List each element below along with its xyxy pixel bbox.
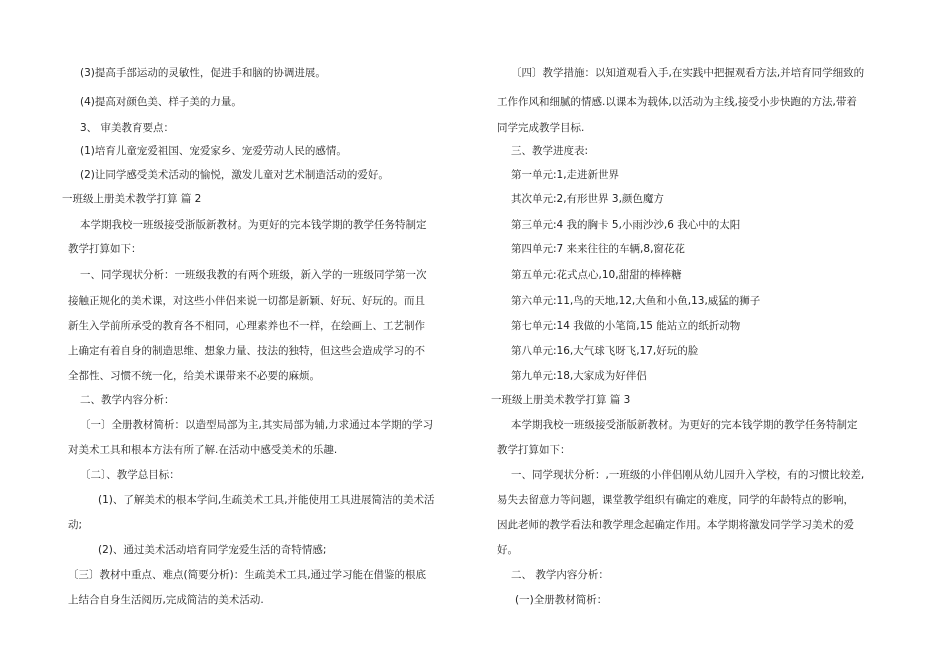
paragraph: 因此老师的教学看法和教学理念起确定作用。本学期将激发同学学习美术的爱 [497,519,854,531]
section-heading: 3、 审美教育要点： [80,122,175,134]
schedule-item: 第六单元:11,鸟的天地,12,大鱼和小鱼,13,威猛的狮子 [511,295,761,307]
paragraph: 上结合自身生活阅历,完成简洁的美术活动. [68,594,264,606]
paragraph: 工作作风和细腻的情感.以课本为载体,以活动为主线,接受小步快跑的方法,带着 [497,96,857,108]
paragraph: 〔三〕教材中重点、难点(简要分析)：生疏美术工具,通过学习能在借鉴的根底 [68,569,427,581]
section-heading: 二、 教学内容分析： [511,569,609,581]
paragraph: (1)、了解美术的根本学问,生疏美术工具,并能使用工具进展简洁的美术活 [98,494,435,506]
article-title: 一班级上册美术教学打算 篇 3 [491,394,631,406]
schedule-item: 第五单元:花式点心,10,甜甜的棒棒糖 [511,269,682,281]
schedule-item: 第七单元:14 我做的小笔筒,15 能站立的纸折动物 [511,320,741,332]
schedule-item: 第八单元:16,大气球飞呀飞,17,好玩的脸 [511,345,699,357]
schedule-item: 第四单元:7 来来往往的车辆,8,窗花花 [511,243,685,255]
paragraph: 上确定有着自身的制造思维、想象力量、技法的独特，但这些会造成学习的不 [68,345,425,357]
paragraph: (4)提高对颜色美、样子美的力量。 [80,96,242,108]
paragraph: 动; [68,519,83,531]
paragraph: 全都性、习惯不统一化，给美术课带来不必要的麻烦。 [68,370,320,382]
paragraph: (一)全册教材简析： [515,594,608,606]
paragraph: (1)培育儿童宠爱祖国、宠爱家乡、宠爱劳动人民的感情。 [80,145,347,157]
paragraph: 好。 [497,544,518,556]
paragraph: 对美术工具和根本方法有所了解.在活动中感受美术的乐趣. [68,444,338,456]
paragraph: 一、同学现状分析：一班级我教的有两个班级，新入学的一班级同学第一次 [80,269,427,281]
paragraph: 教学打算如下： [68,243,142,255]
paragraph: 新生入学前所承受的教育各不相同，心理素养也不一样，在绘画上、工艺制作 [68,320,425,332]
paragraph: 易失去留意力等问题，课堂教学组织有确定的难度，同学的年龄特点的影响， [497,494,854,506]
schedule-item: 第一单元:1,走进新世界 [511,169,620,181]
paragraph: 本学期我校一班级接受浙版新教材。为更好的完本钱学期的教学任务特制定 [80,219,427,231]
paragraph: 一、同学现状分析：,一班级的小伴侣刚从幼儿园升入学校，有的习惯比较差, [511,469,865,481]
paragraph: 接触正规化的美术课，对这些小伴侣来说一切都是新颖、好玩、好玩的。而且 [68,295,425,307]
paragraph: 〔一〕全册教材简析：以造型局部为主,其实局部为辅,力求通过本学期的学习 [80,419,434,431]
article-title: 一班级上册美术教学打算 篇 2 [62,193,202,205]
paragraph: (3)提高手部运动的灵敏性，促进手和脑的协调进展。 [80,67,326,79]
section-heading: 三、教学进度表: [511,145,589,157]
paragraph: 本学期我校一班级接受浙版新教材。为更好的完本钱学期的教学任务特制定 [511,419,858,431]
schedule-item: 其次单元:2,有形世界 3,颜色魔方 [511,193,664,205]
section-heading: 二、教学内容分析： [80,394,175,406]
paragraph: (2)、通过美术活动培育同学宠爱生活的奇特情感; [98,544,327,556]
section-heading: 〔二〕、教学总目标： [80,469,180,481]
schedule-item: 第三单元:4 我的胸卡 5,小雨沙沙,6 我心中的太阳 [511,219,741,231]
schedule-item: 第九单元:18,大家成为好伴侣 [511,370,647,382]
paragraph: 〔四〕教学措施：以知道观看入手,在实践中把握观看方法,并培育同学细致的 [511,67,865,79]
paragraph: 同学完成教学目标. [497,122,585,134]
paragraph: (2)让同学感受美术活动的愉悦，激发儿童对艺术制造活动的爱好。 [80,169,389,181]
paragraph: 教学打算如下： [497,444,571,456]
